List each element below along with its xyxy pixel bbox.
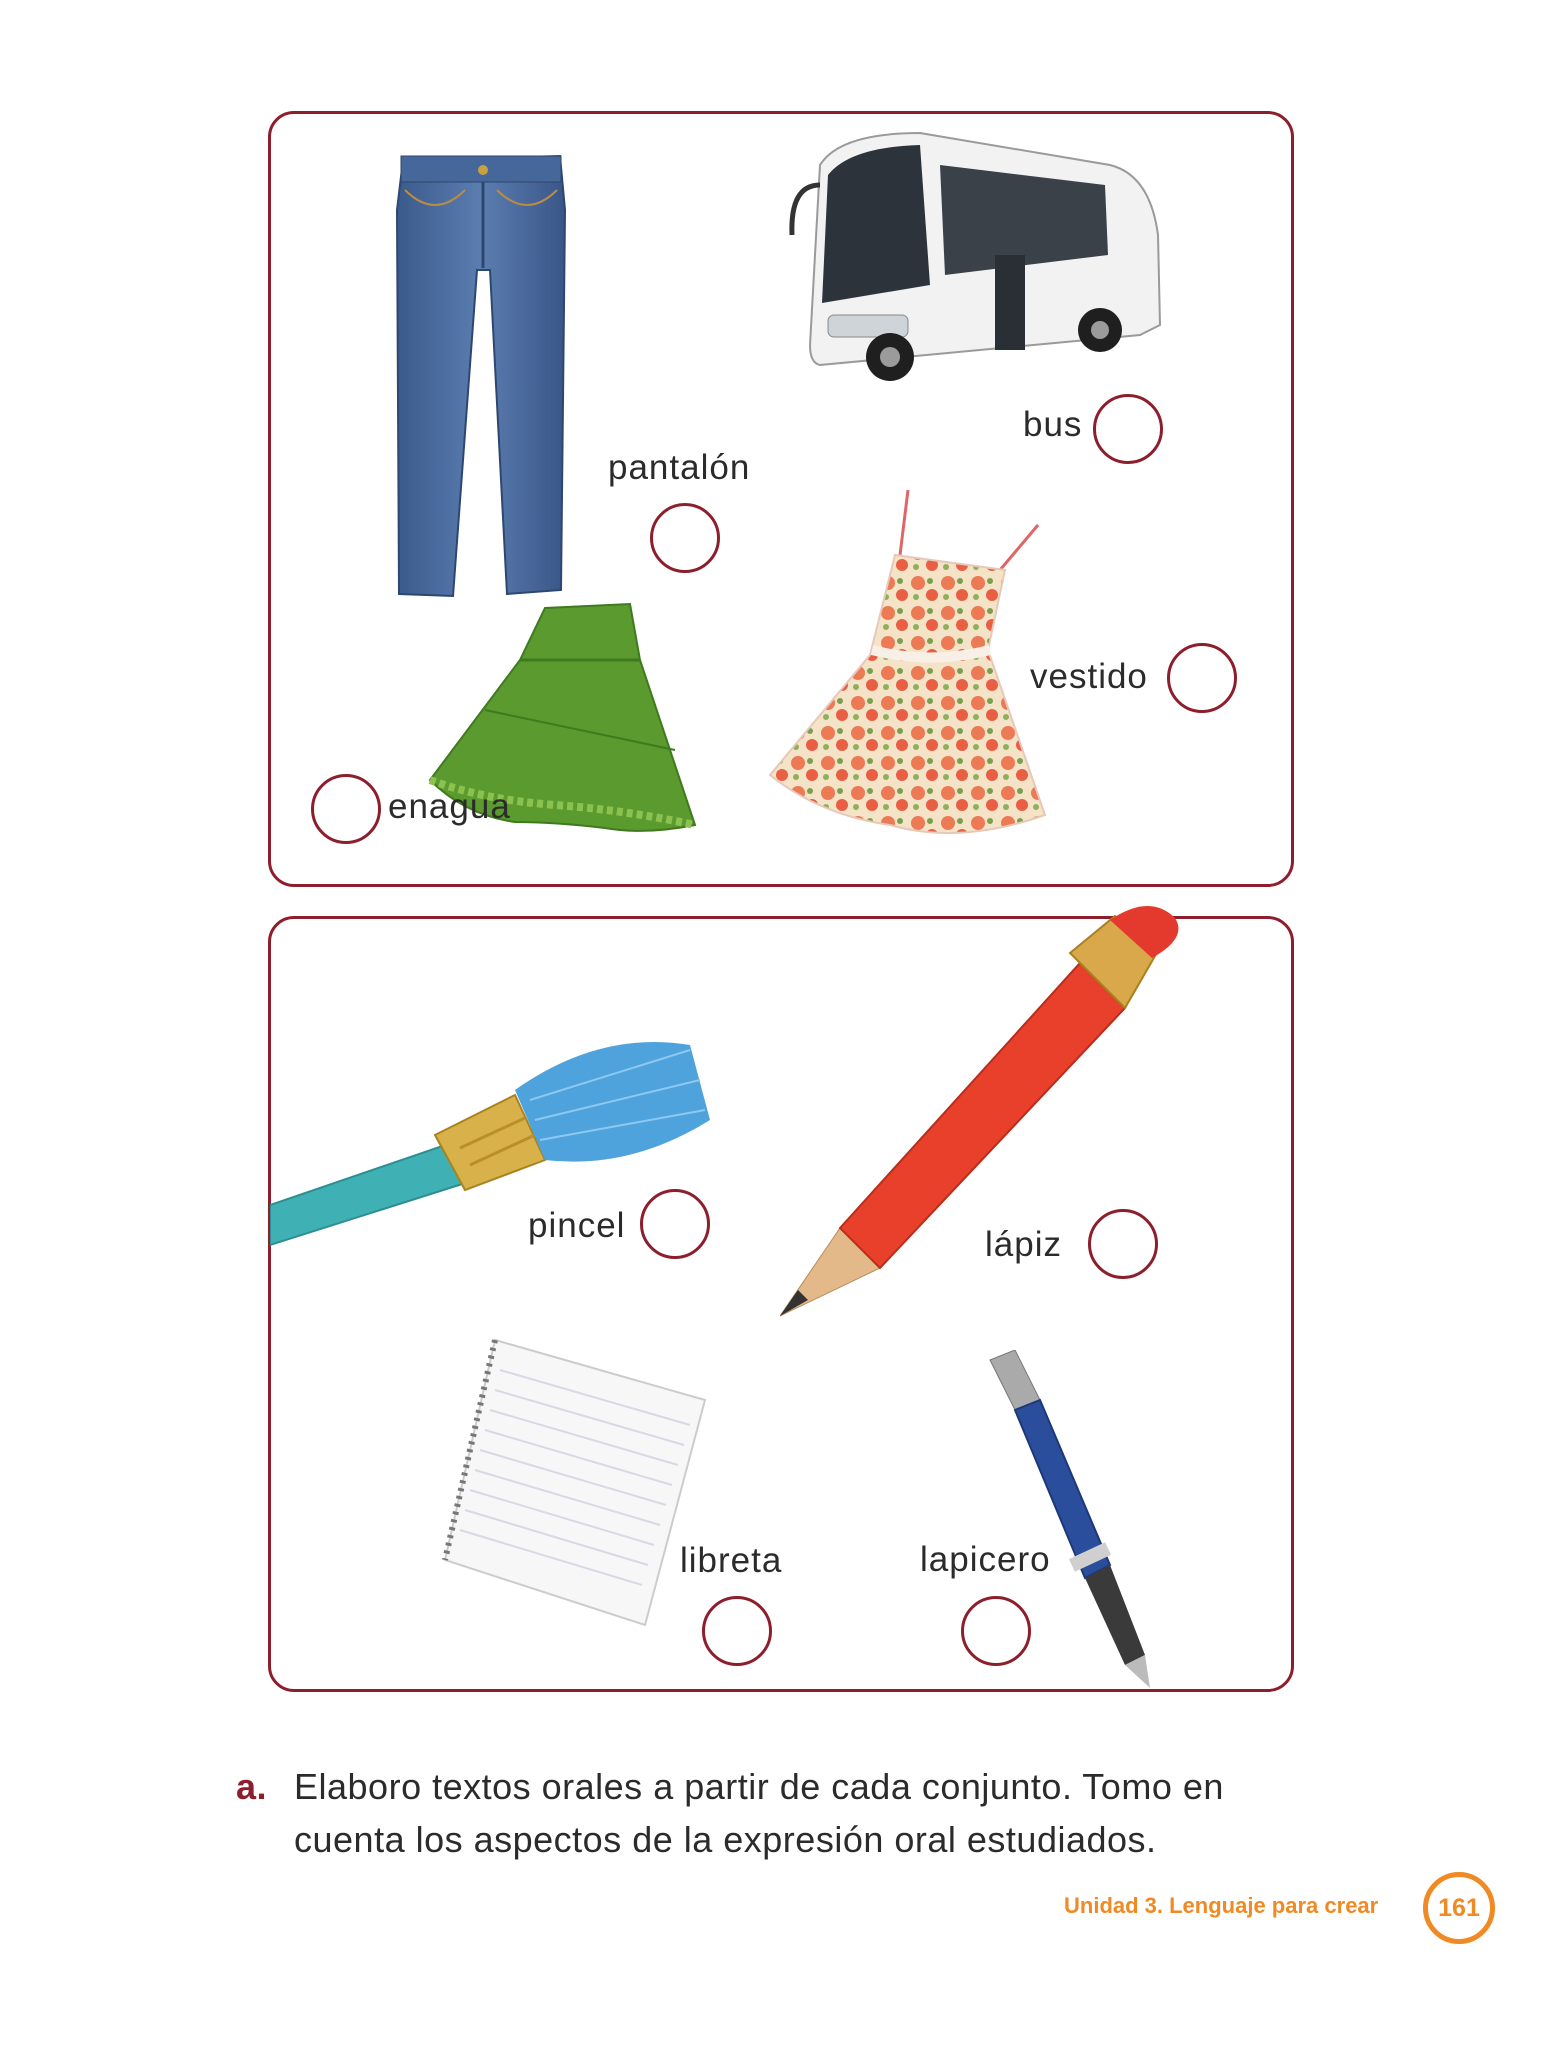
label-lapicero: lapicero [920,1540,1051,1579]
label-libreta: libreta [680,1541,783,1580]
label-lapiz: lápiz [985,1225,1062,1264]
answer-circle-lapiz[interactable] [1088,1209,1158,1279]
label-pincel: pincel [528,1206,626,1245]
notebook-icon [440,1330,710,1630]
label-pantalon: pantalón [608,448,751,487]
answer-circle-libreta[interactable] [702,1596,772,1666]
answer-circle-enagua[interactable] [311,774,381,844]
label-enagua: enagua [388,787,511,826]
bus-icon [780,125,1170,390]
instruction-text: Elaboro textos orales a partir de cada conjunto. Tomo en cuenta los aspectos de la expresión oral estudiados. [294,1766,1224,1860]
page-number: 161 [1423,1872,1495,1944]
answer-circle-bus[interactable] [1093,394,1163,464]
jeans-icon [385,150,575,600]
dress-icon [760,485,1050,845]
answer-circle-vestido[interactable] [1167,643,1237,713]
unit-title: Unidad 3. Lenguaje para crear [1064,1893,1379,1918]
activity-instruction [236,1760,1336,1866]
label-bus: bus [1023,405,1083,444]
label-vestido: vestido [1030,657,1148,696]
item-marker: a. [236,1766,268,1807]
answer-circle-lapicero[interactable] [961,1596,1031,1666]
answer-circle-pincel[interactable] [640,1189,710,1259]
answer-circle-pantalon[interactable] [650,503,720,573]
